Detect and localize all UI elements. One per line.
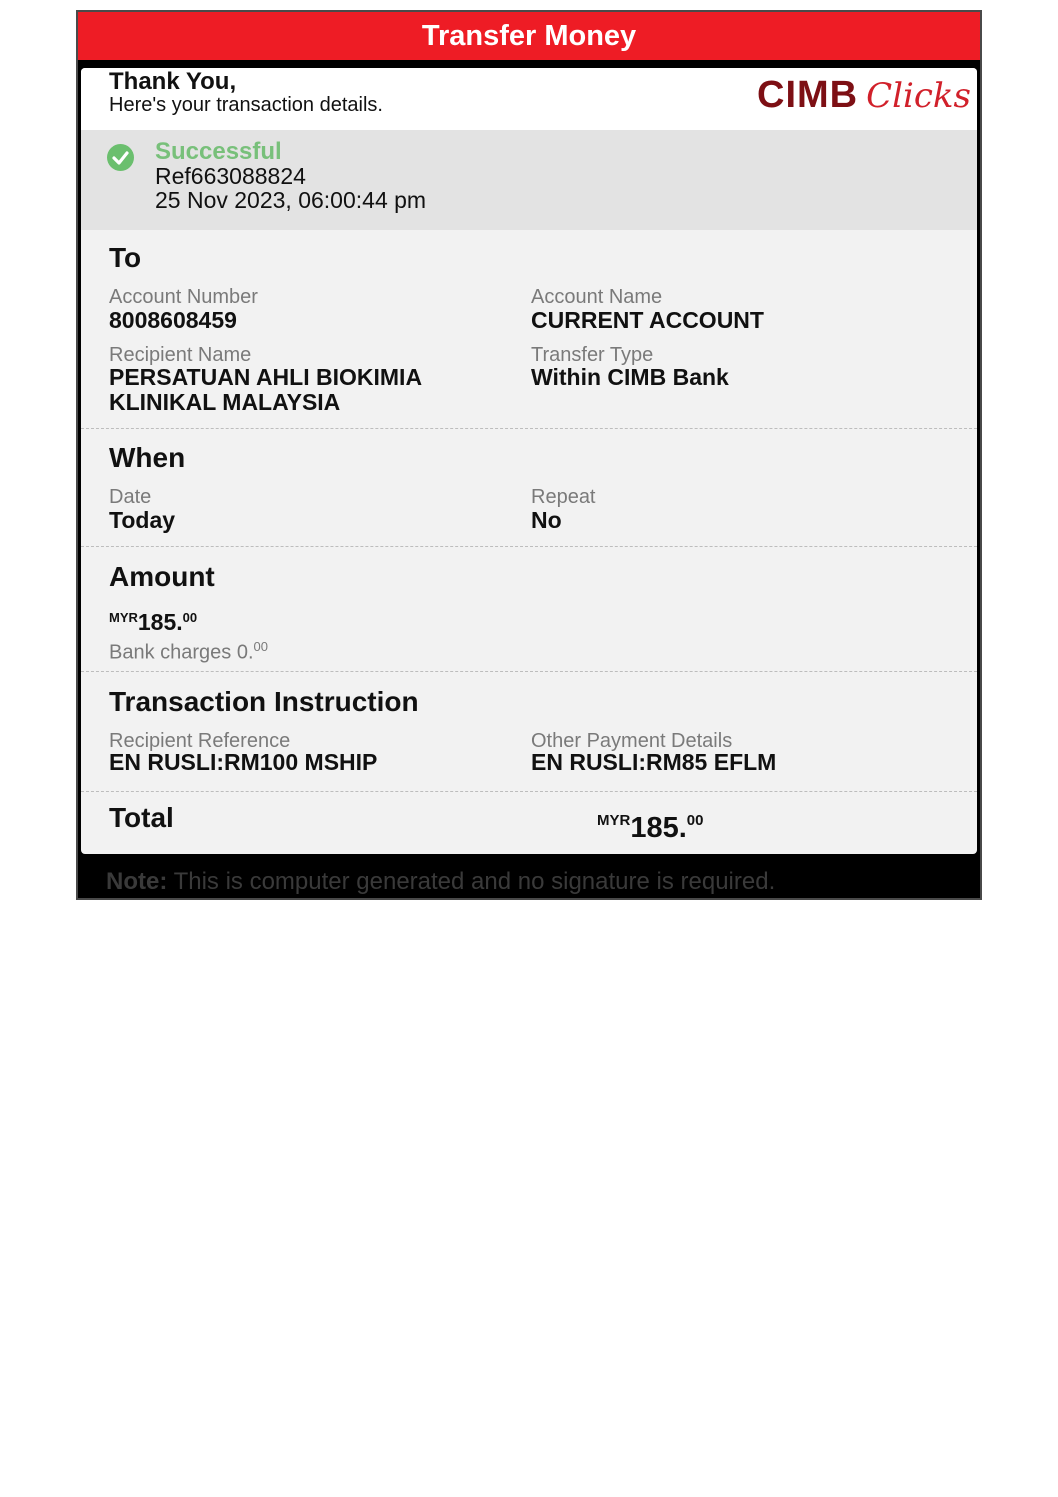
receipt-sheet <box>81 68 977 854</box>
total-value <box>597 804 703 845</box>
bank-charges-label: Bank charges 0. <box>109 641 254 664</box>
repeat-value: No <box>531 507 562 533</box>
reference-number: Ref663088824 <box>155 163 306 189</box>
transfer-type-label: Transfer Type <box>531 344 654 366</box>
section-to <box>81 230 977 429</box>
date-value: Today <box>109 507 176 533</box>
recipient-reference-value: EN RUSLI:RM100 MSHIP <box>109 749 378 775</box>
bank-charges-cents: 00 <box>253 639 268 654</box>
note-label: Note: <box>106 868 168 895</box>
receipt-frame <box>76 10 982 900</box>
cimb-clicks-logo <box>757 74 971 114</box>
total-whole: 185. <box>630 812 687 844</box>
note-text: This is computer generated and no signature is required. <box>167 868 776 895</box>
page-title: Transfer Money <box>78 12 980 60</box>
other-payment-details-label: Other Payment Details <box>531 730 733 752</box>
total-label: Total <box>109 802 174 833</box>
amount-whole: 185. <box>137 609 183 635</box>
section-total <box>81 792 977 854</box>
thanks-banner <box>81 68 977 130</box>
section-amount <box>81 547 977 672</box>
logo-brand: CIMB <box>757 74 859 116</box>
recipient-reference-label: Recipient Reference <box>109 730 291 752</box>
account-number-value: 8008608459 <box>109 307 237 333</box>
logo-product: Clicks <box>866 76 971 116</box>
other-payment-details-value: EN RUSLI:RM85 EFLM <box>531 749 777 775</box>
footer-note <box>106 868 775 896</box>
thanks-subtitle: Here's your transaction details. <box>109 94 383 116</box>
date-label: Date <box>109 486 152 508</box>
total-currency: MYR <box>597 812 631 829</box>
section-when <box>81 428 977 547</box>
repeat-label: Repeat <box>531 486 596 508</box>
section-heading: Transaction Instruction <box>109 686 419 717</box>
amount-value <box>109 605 197 635</box>
amount-cents: 00 <box>182 610 198 625</box>
amount-currency: MYR <box>109 610 138 625</box>
check-circle-icon <box>107 144 134 171</box>
bank-charges <box>109 639 268 665</box>
status-panel <box>81 130 977 230</box>
thanks-title: Thank You, <box>109 68 237 95</box>
section-transaction-instruction <box>81 672 977 792</box>
section-heading: When <box>109 442 186 473</box>
account-number-label: Account Number <box>109 286 258 308</box>
recipient-name-line1: PERSATUAN AHLI BIOKIMIA <box>109 364 423 390</box>
account-name-label: Account Name <box>531 286 663 308</box>
status-label: Successful <box>155 138 282 165</box>
transfer-type-value: Within CIMB Bank <box>531 364 729 390</box>
recipient-name-label: Recipient Name <box>109 344 252 366</box>
recipient-name-line2: KLINIKAL MALAYSIA <box>109 389 341 415</box>
transaction-datetime: 25 Nov 2023, 06:00:44 pm <box>155 187 427 213</box>
total-cents: 00 <box>686 812 704 829</box>
account-name-value: CURRENT ACCOUNT <box>531 307 764 333</box>
section-heading: Amount <box>109 561 215 592</box>
section-heading: To <box>109 242 142 273</box>
